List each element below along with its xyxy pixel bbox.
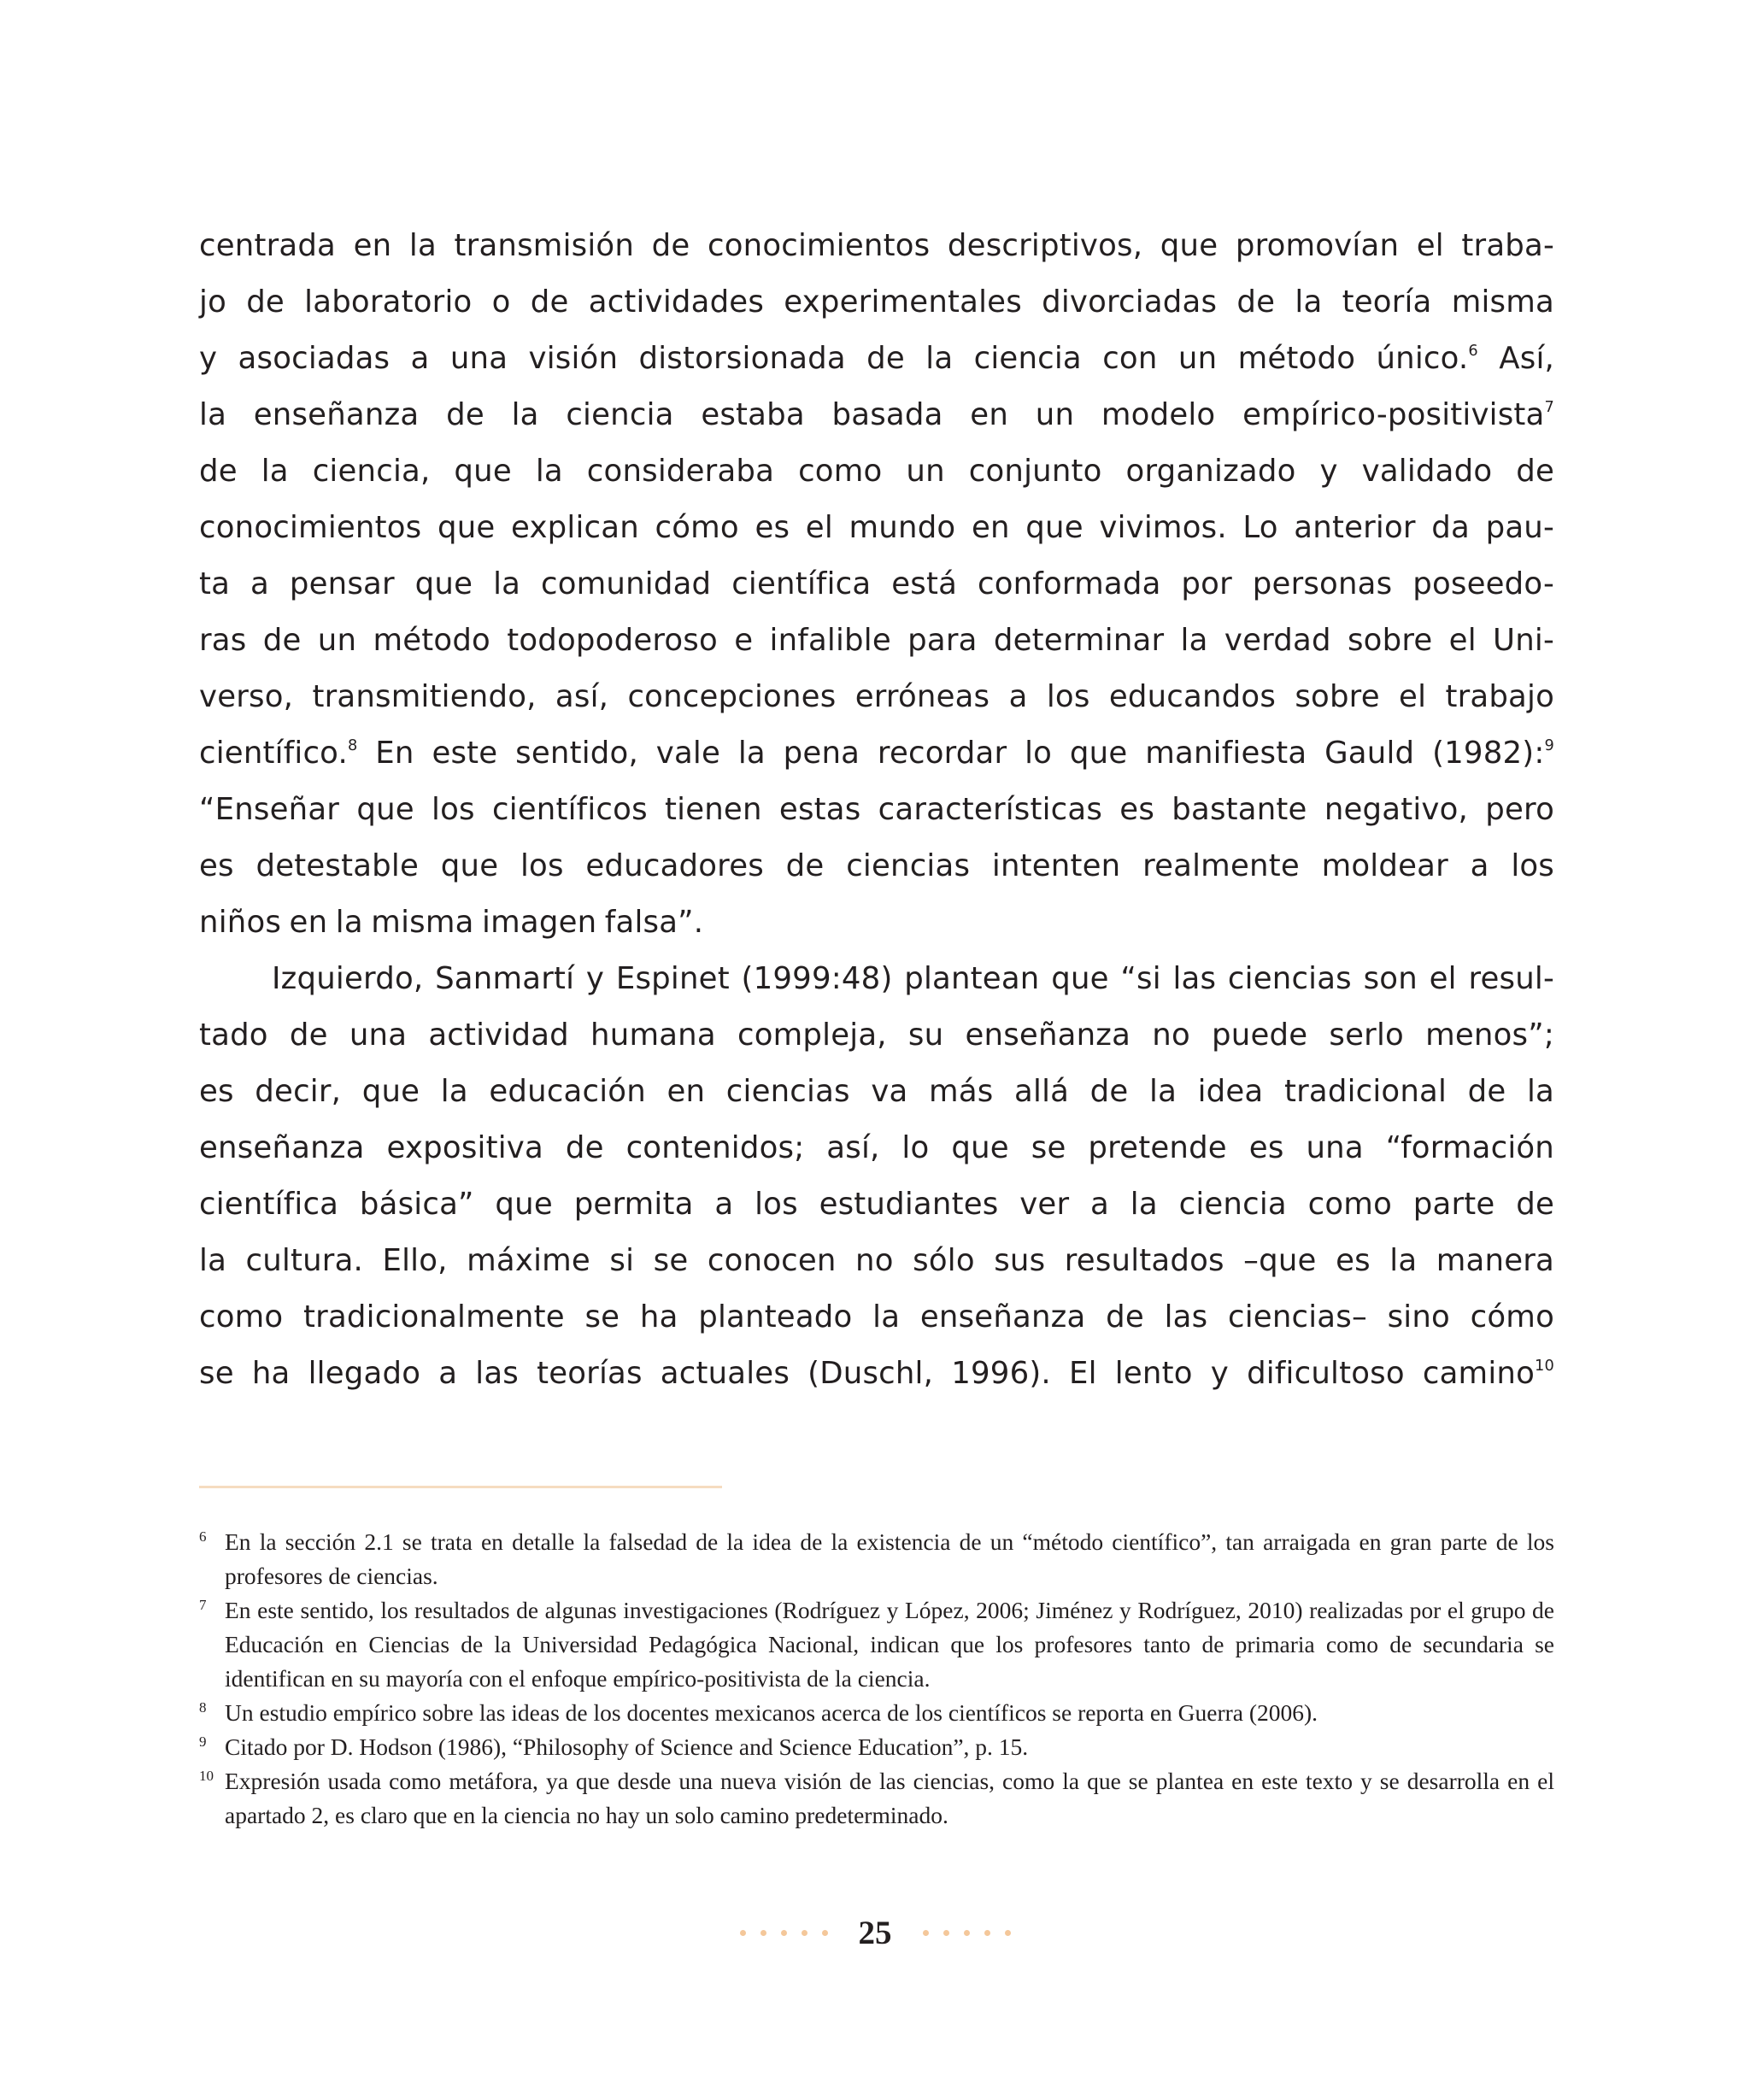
footnote-ref[interactable]: 7 [1544,398,1554,416]
dot-icon [943,1930,949,1936]
body-line: la cultura. Ello, máxime si se conocen no sólo sus resultados –que es la manera [199,1243,1554,1278]
footnotes [199,1525,1554,1833]
body-line: Izquierdo, Sanmartí y Espinet (1999:48) plantean que “si las ciencias son el resul- [272,961,1554,996]
body-line: conocimientos que explican cómo es el mundo en que vivimos. Lo anterior da pau- [199,510,1554,545]
dot-icon [781,1930,787,1936]
dot-icon [964,1930,970,1936]
footnote [199,1525,1554,1593]
body-line: se ha llegado a las teorías actuales (Duschl, 1996). El lento y dificultoso camino$^{10}$ [199,1356,1554,1391]
footnote-text: En la sección 2.1 se trata en detalle la falsedad de la idea de la existencia de un “método científico”, tan arraigada en gran parte de los profesores de ciencias. [225,1528,1554,1589]
footnote-number: 10 [199,1768,214,1784]
body-line: de la ciencia, que la consideraba como un conjunto organizado y validado de [199,454,1554,489]
page-number: 25 [858,1914,892,1951]
body-line: como tradicionalmente se ha planteado la enseñanza de las ciencias– sino cómo [199,1299,1554,1334]
decorative-dots-right [923,1930,1011,1936]
footnote [199,1764,1554,1833]
body-line: “Enseñar que los científicos tienen estas características es bastante negativo, pero [199,792,1554,827]
body-line: científica básica” que permita a los estudiantes ver a la ciencia como parte de [199,1187,1554,1222]
footnote-divider [199,1486,722,1488]
footnote-text: Citado por D. Hodson (1986), “Philosophy of Science and Science Education”, p. 15. [225,1733,1029,1760]
body-line: es decir, que la educación en ciencias va más allá de la idea tradicional de la [199,1074,1554,1109]
body-line: ta a pensar que la comunidad científica está conformada por personas poseedo- [199,566,1554,601]
footnote-number: 7 [199,1597,207,1613]
body-line: es detestable que los educadores de ciencias intenten realmente moldear a los [199,848,1554,883]
body-line: científico.$^8$ En este sentido, vale la pena recordar lo que manifiesta Gauld (1982):$^9$ [199,736,1554,771]
dot-icon [740,1930,746,1936]
footnote-number: 6 [199,1528,207,1545]
dot-icon [822,1930,828,1936]
footnote-ref[interactable]: 9 [1544,736,1554,754]
body-line: ras de un método todopoderoso e infalible para determinar la verdad sobre el Uni- [199,623,1554,658]
footnote-ref[interactable]: 8 [347,736,358,754]
body-line: la enseñanza de la ciencia estaba basada en un modelo empírico-positivista$^7$ [199,397,1554,432]
dot-icon [802,1930,807,1936]
footnote [199,1730,1554,1764]
body-line: jo de laboratorio o de actividades experimentales divorciadas de la teoría misma [199,284,1554,320]
dot-icon [1005,1930,1011,1936]
body-text [199,218,1554,1402]
body-line: enseñanza expositiva de contenidos; así, lo que se pretende es una “formación [199,1130,1554,1165]
body-line: tado de una actividad humana compleja, su enseñanza no puede serlo menos”; [199,1018,1554,1053]
decorative-dots-left [740,1930,828,1936]
dot-icon [760,1930,766,1936]
footnote-ref[interactable]: 10 [1535,1357,1554,1375]
page-footer [0,1907,1750,1958]
footnote-text: En este sentido, los resultados de algunas investigaciones (Rodríguez y López, 2006; Jiménez y Rodríguez, 2010) realizadas por el grupo de Educación en Ciencias de la Universidad Pedagógica Nacional, indican que los profesores tanto de primaria como de secundaria se identifican en su mayoría con el enfoque empírico-positivista de la ciencia. [225,1597,1554,1692]
footnote-ref[interactable]: 6 [1468,342,1478,360]
body-line: verso, transmitiendo, así, concepciones erróneas a los educandos sobre el trabajo [199,679,1554,714]
dot-icon [923,1930,929,1936]
footnote-number: 8 [199,1699,207,1716]
footnote-text: Expresión usada como metáfora, ya que desde una nueva visión de las ciencias, como la que se plantea en este texto y se desarrolla en el apartado 2, es claro que en la ciencia no hay un solo camino predeterminado. [225,1768,1554,1828]
body-line: centrada en la transmisión de conocimientos descriptivos, que promovían el traba- [199,228,1554,263]
body-line: y asociadas a una visión distorsionada de la ciencia con un método único.$^6$ Así, [199,341,1554,376]
footnote [199,1696,1554,1730]
body-line: niños en la misma imagen falsa”. [199,905,704,940]
footnote-text: Un estudio empírico sobre las ideas de los docentes mexicanos acerca de los científicos se reporta en Guerra (2006). [225,1699,1318,1726]
dot-icon [984,1930,990,1936]
footnote-number: 9 [199,1733,207,1750]
footnote [199,1593,1554,1696]
